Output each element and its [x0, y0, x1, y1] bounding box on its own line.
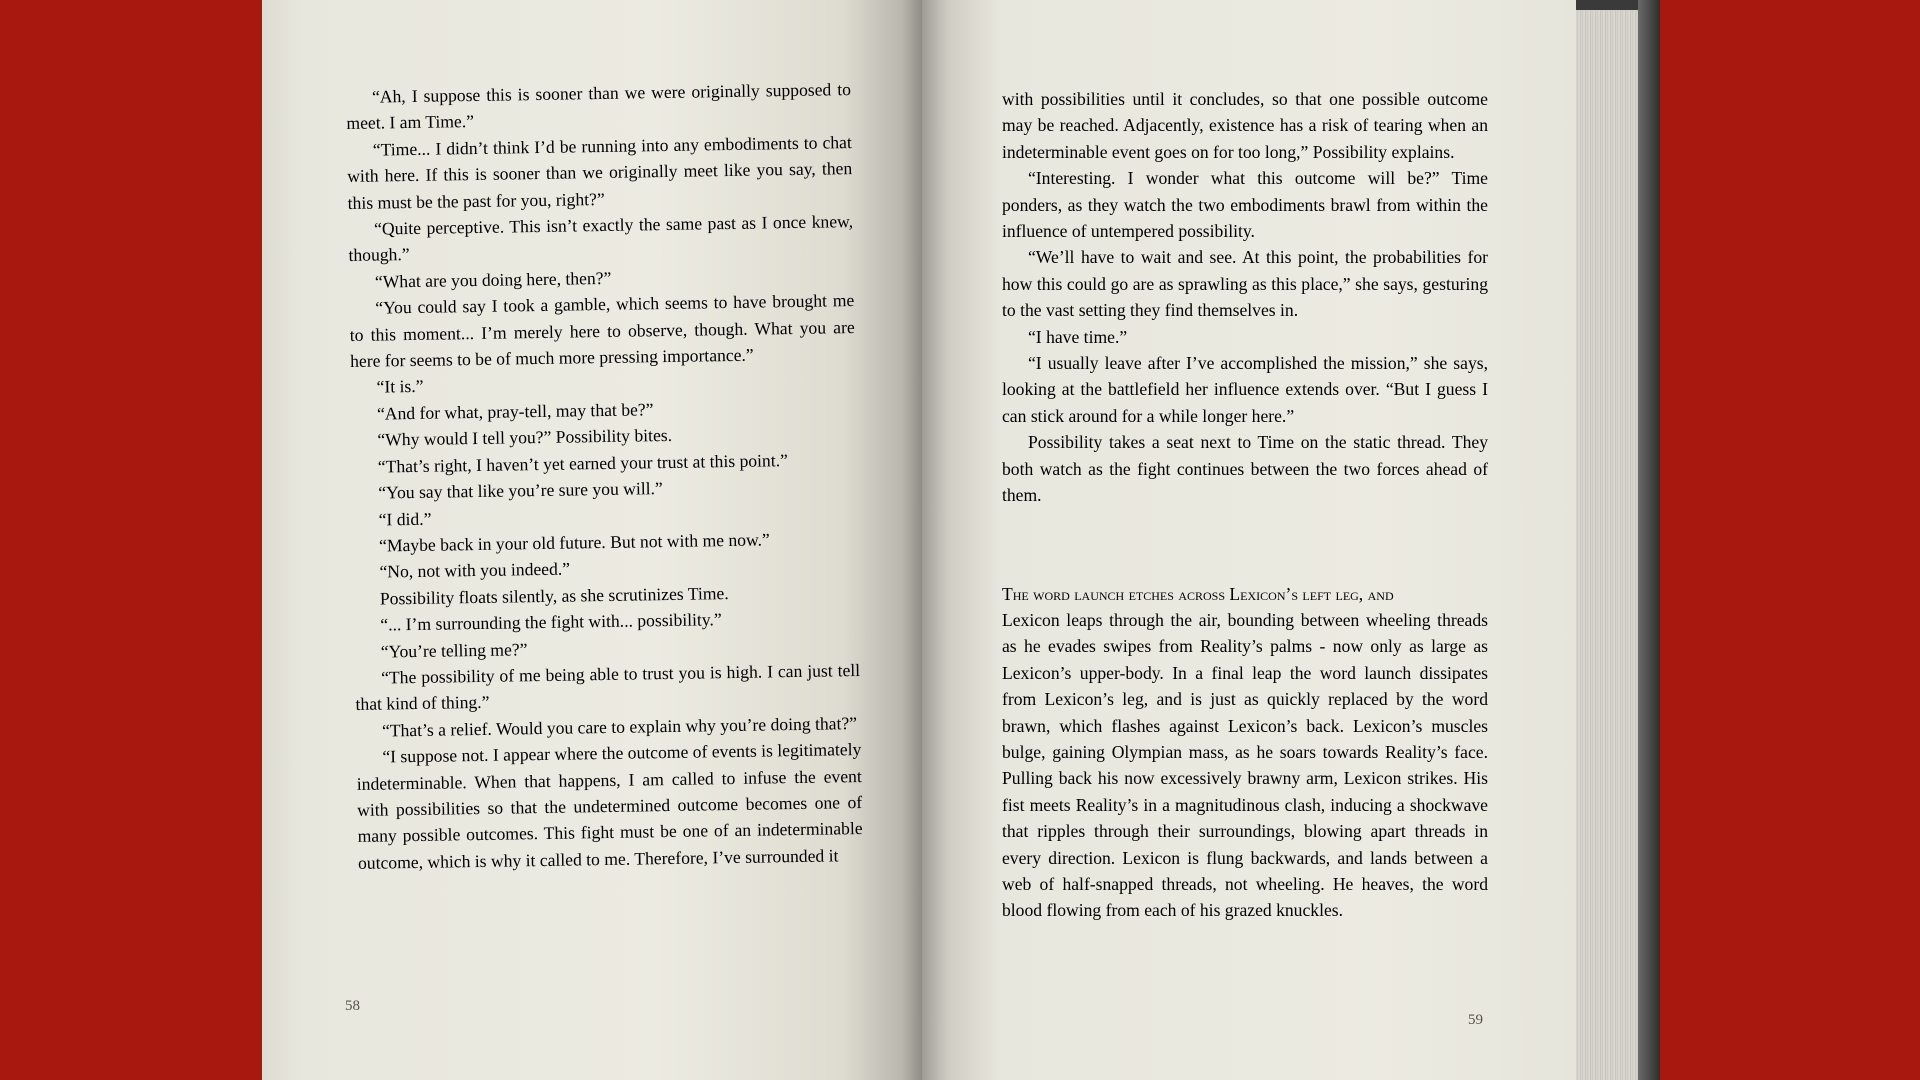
paragraph: “You’re telling me?”: [380, 638, 528, 662]
paragraph: “You could say I took a gamble, which seems to have brought me to this moment... I’m merely here to observe, though. What you are here for seems to be of much more pressing importance.”: [349, 290, 855, 372]
book-cover-edge: [1638, 0, 1660, 1080]
paragraph: Lexicon leaps through the air, bounding between wheeling threads as he evades swipes from Reality’s palms - now only as large as Lexicon’s upper-body. In a final leap the word launch dissipates from Lexicon’s leg, and is just as quickly replaced by the word brawn, which flashes against Lexicon’s back. Lexicon’s muscles bulge, gaining Olympian mass, as he soars towards Reality’s face. Pulling back his now excessively brawny arm, Lexicon strikes. His fist meets Reality’s in a magnitudinous clash, inducing a shockwave that ripples through their surroundings, blowing apart threads in every direction. Lexicon is flung backwards, and lands between a web of half-snapped threads, not wheeling. He heaves, the word blood flowing from each of his grazed knuckles.: [1002, 609, 1488, 921]
paragraph: “Time... I didn’t think I’d be running into any embodiments to chat with here. If this is sooner than we originally meet like you say, then this must be the past for you, right?”: [347, 131, 853, 213]
paragraph: “I usually leave after I’ve accomplished the mission,” she says, looking at the battlefield her influence extends over. “But I guess I can stick around for a while longer here.”: [1002, 353, 1488, 426]
paragraph: “The possibility of me being able to trust you is high. I can just tell that kind of thing.”: [355, 659, 861, 715]
paragraph: with possibilities until it concludes, so that one possible outcome may be reached. Adjacently, existence has a risk of tearing when an indeterminable event goes on for too long,” Possibility explains.: [1002, 89, 1488, 162]
paragraph: “That’s a relief. Would you care to explain why you’re doing that?”: [381, 712, 858, 741]
paragraph: “We’ll have to wait and see. At this point, the probabilities for how this could go are as sprawling as this place,” she says, gesturing to the vast setting they find themselves in.: [1002, 247, 1488, 321]
paragraph: “No, not with you indeed.”: [379, 558, 571, 582]
page-edges: [1576, 10, 1638, 1080]
paragraph: “That’s right, I haven’t yet earned your trust at this point.”: [377, 449, 789, 477]
paragraph: “I suppose not. I appear where the outcome of events is legitimately indeterminable. When that happens, I am called to infuse the event with possibilities so that the undetermined outcome becomes one of many possible outcomes. This fight must be one of an indeterminable outcome, which is why it called to me. Therefore, I’ve surrounded it: [356, 739, 863, 873]
paragraph: “I did.”: [378, 508, 432, 530]
paragraph: “You say that like you’re sure you will.”: [378, 478, 663, 503]
paragraph: “Why would I tell you?” Possibility bites.: [377, 425, 673, 450]
section-opening: The word launch etches across Lexicon’s left leg, and: [1002, 583, 1394, 604]
paragraph: Possibility floats silently, as she scrutinizes Time.: [379, 582, 729, 609]
paragraph: Possibility takes a seat next to Time on the static thread. They both watch as the fight continues between the two forces ahead of them.: [1002, 432, 1488, 506]
page-number-left: 58: [345, 998, 360, 1014]
section-break: [1002, 509, 1488, 581]
paragraph: “Ah, I suppose this is sooner than we were originally supposed to meet. I am Time.”: [346, 79, 852, 134]
page-number-right: 59: [1468, 1012, 1483, 1028]
right-page-text: [1002, 86, 1488, 924]
paragraph: “It is.”: [376, 376, 424, 398]
paragraph: “... I’m surrounding the fight with... possibility.”: [380, 609, 722, 635]
paragraph: “What are you doing here, then?”: [374, 267, 612, 292]
paragraph: “Quite perceptive. This isn’t exactly the same past as I once knew, though.”: [348, 211, 854, 266]
paragraph: “Interesting. I wonder what this outcome will be?” Time ponders, as they watch the two embodiments brawl from within the influence of untempered possibility.: [1002, 168, 1488, 242]
left-page-text: [346, 76, 863, 876]
paragraph: “Maybe back in your old future. But not with me now.”: [378, 529, 770, 556]
paragraph: “And for what, pray-tell, may that be?”: [376, 399, 654, 424]
paragraph: “I have time.”: [1028, 326, 1128, 347]
